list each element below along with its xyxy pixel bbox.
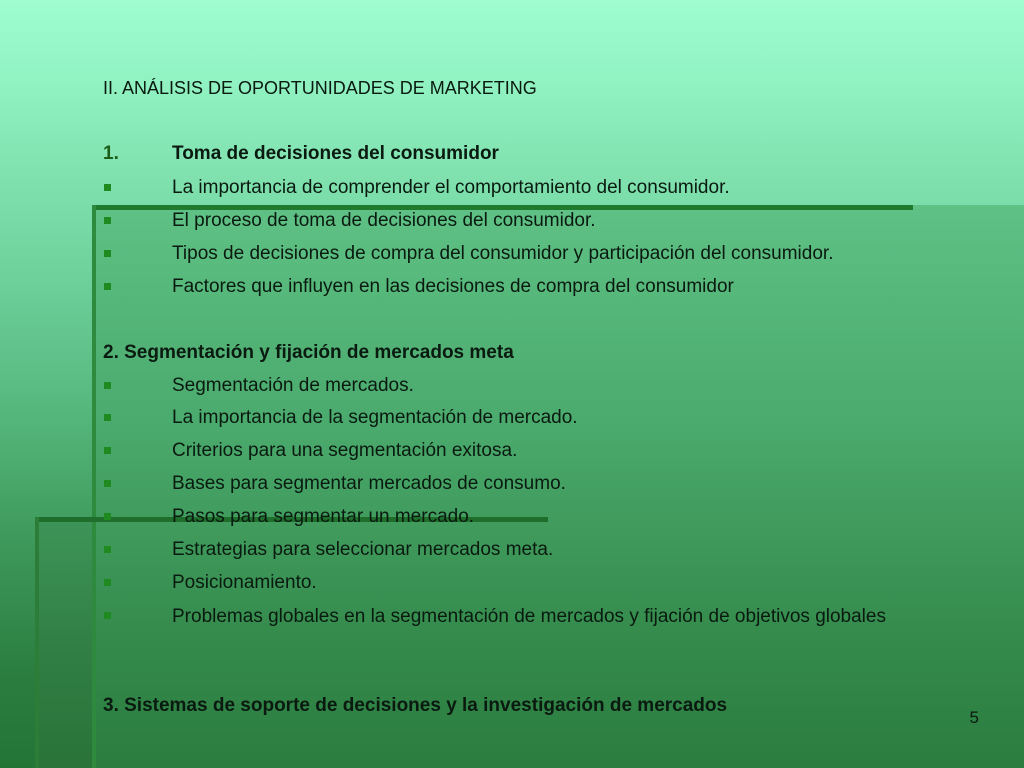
section1-item: Factores que influyen en las decisiones de compra del consumidor	[172, 276, 734, 297]
section2-item: Criterios para una segmentación exitosa.	[172, 440, 518, 461]
page-number: 5	[969, 708, 979, 727]
section3-heading: 3. Sistemas de soporte de decisiones y la investigación de mercados	[103, 695, 728, 716]
section1-item: La importancia de comprender el comportamiento del consumidor.	[172, 177, 730, 198]
bullet-icon	[104, 217, 111, 224]
bullet-icon	[104, 250, 111, 257]
bullet-icon	[104, 184, 111, 191]
section1-heading: Toma de decisiones del consumidor	[172, 143, 499, 164]
section2-item: Problemas globales en la segmentación de mercados y fijación de objetivos globales	[172, 606, 886, 627]
section2-item: Posicionamiento.	[172, 572, 317, 593]
section1-item: El proceso de toma de decisiones del consumidor.	[172, 210, 596, 231]
section2-item: Estrategias para seleccionar mercados meta.	[172, 539, 554, 560]
section2-item: Pasos para segmentar un mercado.	[172, 506, 475, 527]
bullet-icon	[104, 579, 111, 586]
bullet-icon	[104, 612, 111, 619]
section1-number: 1.	[103, 143, 119, 164]
section1-item: Tipos de decisiones de compra del consumidor y participación del consumidor.	[172, 243, 834, 264]
bullet-icon	[104, 546, 111, 553]
section2-item: Bases para segmentar mercados de consumo.	[172, 473, 566, 494]
section2-heading: 2. Segmentación y fijación de mercados meta	[103, 342, 514, 363]
slide-title: II. ANÁLISIS DE OPORTUNIDADES DE MARKETING	[103, 78, 537, 98]
bullet-icon	[104, 283, 111, 290]
section2-item: Segmentación de mercados.	[172, 375, 414, 396]
bullet-icon	[104, 382, 111, 389]
bullet-icon	[104, 480, 111, 487]
bullet-icon	[104, 447, 111, 454]
bullet-icon	[104, 513, 111, 520]
bullet-icon	[104, 414, 111, 421]
section2-item: La importancia de la segmentación de mercado.	[172, 407, 578, 428]
